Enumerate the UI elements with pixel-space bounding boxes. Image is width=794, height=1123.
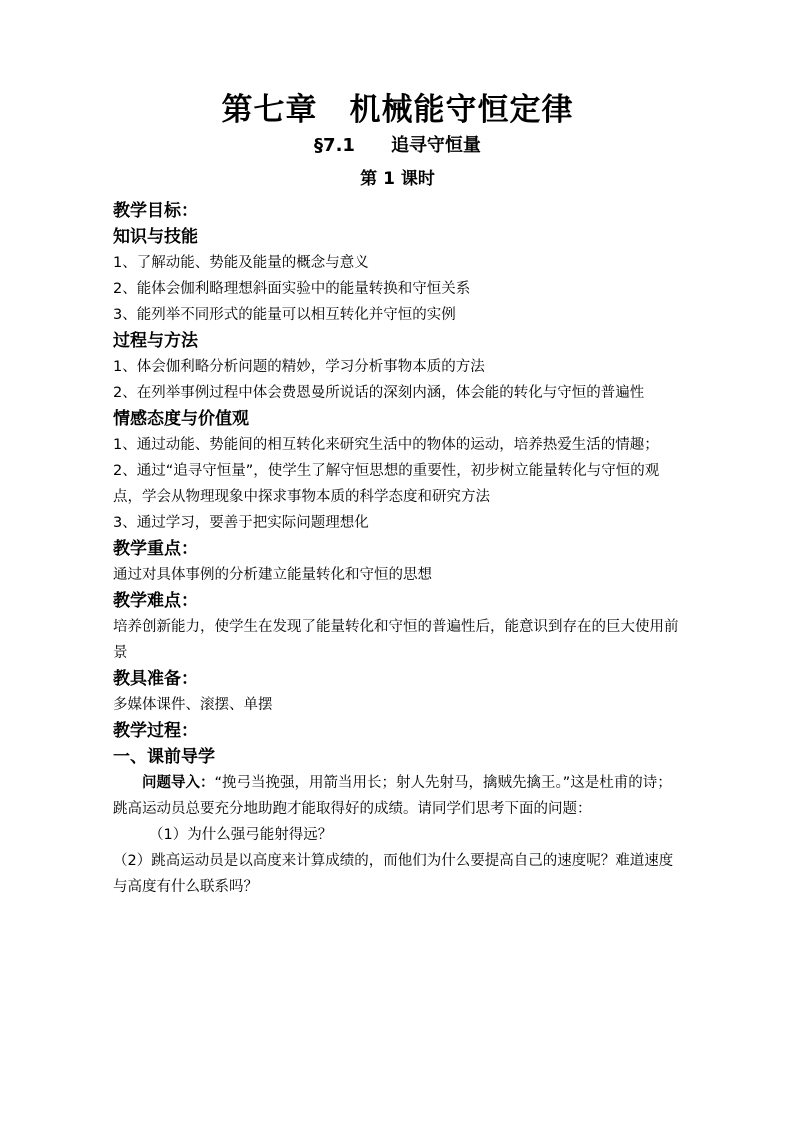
knowledge-item-1: 1、了解动能、势能及能量的概念与意义: [113, 255, 369, 271]
key-points-heading: 教学重点：: [113, 539, 198, 559]
question-1: （1）为什么强弓能射得远？: [149, 827, 333, 843]
process-method-heading: 过程与方法: [113, 331, 198, 351]
intro-paragraph: [113, 770, 682, 822]
intro-label: 问题导入：: [142, 775, 215, 791]
intro-text: “挽弓当挽强，用箭当用长；射人先射马，擒贼先擒王。”这是杜甫的诗；跳高运动员总要充分地助跑才能取得好的成绩。请同学们思考下面的问题：: [113, 775, 672, 817]
materials-text: 多媒体课件、滚摆、单摆: [113, 697, 273, 713]
difficulties-text: 培养创新能力，使学生在发现了能量转化和守恒的普遍性后，能意识到存在的巨大使用前景: [113, 619, 679, 661]
chapter-title: 第七章 机械能守恒定律: [221, 92, 574, 128]
difficulties-heading: 教学难点：: [113, 591, 198, 611]
knowledge-item-3: 3、能列举不同形式的能量可以相互转化并守恒的实例: [113, 307, 456, 323]
knowledge-heading: 知识与技能: [113, 227, 198, 247]
question-2: （2）跳高运动员是以高度来计算成绩的，而他们为什么要提高自己的速度呢？难道速度与高度有什么联系吗？: [113, 853, 674, 895]
materials-heading: 教具准备：: [113, 669, 198, 689]
emotion-item-3: 3、通过学习，要善于把实际问题理想化: [113, 515, 369, 531]
lesson-label: 第 1 课时: [360, 169, 435, 189]
teaching-process-heading: 教学过程：: [113, 721, 198, 741]
process-item-2: 2、在列举事例过程中体会费恩曼所说话的深刻内涵，体会能的转化与守恒的普遍性: [113, 385, 645, 401]
objectives-heading: 教学目标：: [113, 201, 198, 221]
section-number: §7.1: [314, 135, 355, 156]
key-points-text: 通过对具体事例的分析建立能量转化和守恒的思想: [113, 567, 432, 583]
pre-class-heading: 一、课前导学: [113, 747, 215, 767]
knowledge-item-2: 2、能体会伽利略理想斜面实验中的能量转换和守恒关系: [113, 281, 471, 297]
section-name: 追寻守恒量: [390, 135, 481, 156]
emotion-item-1: 1、通过动能、势能间的相互转化来研究生活中的物体的运动，培养热爱生活的情趣；: [113, 437, 659, 453]
emotion-item-2: 2、通过“追寻守恒量”，使学生了解守恒思想的重要性，初步树立能量转化与守恒的观点，学会从物理现象中探求事物本质的科学态度和研究方法: [113, 463, 660, 505]
emotion-heading: 情感态度与价值观: [113, 409, 249, 429]
section-title: [113, 134, 682, 158]
process-item-1: 1、体会伽利略分析问题的精妙，学习分析事物本质的方法: [113, 359, 485, 375]
